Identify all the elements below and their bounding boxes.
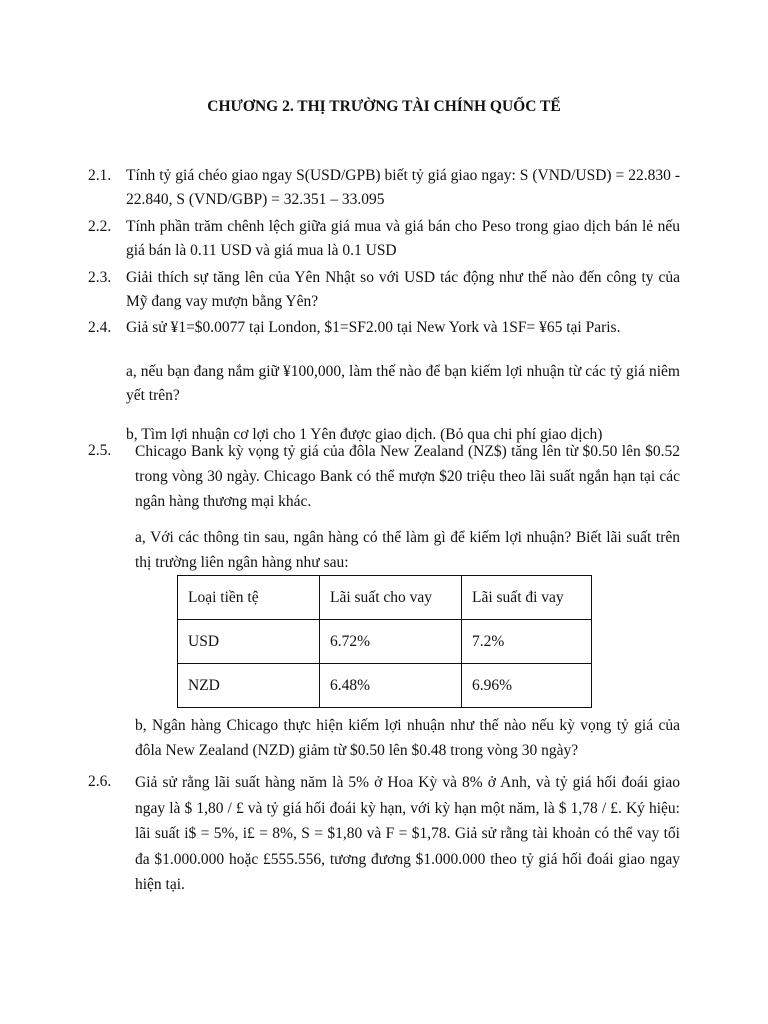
- question-2-5-sub-b: [135, 713, 680, 763]
- question-2-6: [88, 770, 680, 898]
- table-cell: NZD: [178, 664, 320, 708]
- table-header-cell: Lãi suất cho vay: [320, 576, 462, 620]
- table-cell: 6.48%: [320, 664, 462, 708]
- question-sub-a: a, nếu bạn đang nắm giữ ¥100,000, làm thế nào để bạn kiếm lợi nhuận từ các tỷ giá niêm yết trên?: [126, 363, 680, 404]
- table-cell: 6.96%: [462, 664, 592, 708]
- question-2-4: [88, 316, 680, 447]
- question-number: 2.3.: [88, 269, 112, 286]
- table-cell: 6.72%: [320, 620, 462, 664]
- table-header-cell: Loại tiền tệ: [178, 576, 320, 620]
- question-number: 2.4.: [88, 319, 112, 336]
- question-text: Tính phần trăm chênh lệch giữa giá mua và giá bán cho Peso trong giao dịch bán lẻ nếu giá bán là 0.11 USD và giá mua là 0.1 USD: [126, 218, 680, 259]
- question-text: Giải thích sự tăng lên của Yên Nhật so với USD tác động như thế nào đến công ty của Mỹ đang vay mượn bằng Yên?: [126, 269, 680, 310]
- chapter-title: CHƯƠNG 2. THỊ TRƯỜNG TÀI CHÍNH QUỐC TẾ: [207, 98, 561, 115]
- question-text: Giả sử ¥1=$0.0077 tại London, $1=SF2.00 tại New York và 1SF= ¥65 tại Paris.: [126, 319, 621, 336]
- question-number: 2.2.: [88, 218, 112, 235]
- question-sub-b: b, Ngân hàng Chicago thực hiện kiếm lợi nhuận như thế nào nếu kỳ vọng tỷ giá của đôla New Zealand (NZD) giảm từ $0.50 lên $0.48 trong vòng 30 ngày?: [135, 717, 680, 759]
- table-cell: USD: [178, 620, 320, 664]
- question-2-2: [88, 215, 680, 263]
- question-text: Giả sử rằng lãi suất hàng năm là 5% ở Hoa Kỳ và 8% ở Anh, và tỷ giá hối đoái giao ngay là $ 1,80 / £ và tỷ giá hối đoái kỳ hạn, với kỳ hạn một năm, là $ 1,78 / £. Ký hiệu: lãi suất i$ = 5%, i£ = 8%, S = $1,80 và F = $1,78. Giả sử rằng tài khoản có thể vay tối đa $1.000.000 hoặc £555.556, tương đương $1.000.000 theo tỷ giá hối đoái giao ngay hiện tại.: [135, 774, 680, 893]
- question-sub-a: a, Với các thông tin sau, ngân hàng có thể làm gì để kiếm lợi nhuận? Biết lãi suất trên thị trường liên ngân hàng như sau:: [135, 529, 680, 571]
- table-row: [178, 620, 592, 664]
- question-2-3: [88, 266, 680, 314]
- question-number: 2.6.: [88, 773, 112, 790]
- interest-rate-table: [177, 575, 592, 708]
- question-number: 2.5.: [88, 442, 112, 459]
- table-cell: 7.2%: [462, 620, 592, 664]
- table-header-cell: Lãi suất đi vay: [462, 576, 592, 620]
- question-text: Tính tỷ giá chéo giao ngay S(USD/GPB) biết tỷ giá giao ngay: S (VND/USD) = 22.830 - 22.840, S (VND/GBP) = 32.351 – 33.095: [126, 167, 680, 208]
- question-number: 2.1.: [88, 167, 112, 184]
- question-sub-b: b, Tìm lợi nhuận cơ lợi cho 1 Yên được giao dịch. (Bỏ qua chi phí giao dịch): [126, 426, 603, 443]
- question-2-1: [88, 164, 680, 212]
- table-row: [178, 664, 592, 708]
- table-header-row: [178, 576, 592, 620]
- question-2-5: [88, 439, 680, 575]
- question-text: Chicago Bank kỳ vọng tỷ giá của đôla New Zealand (NZ$) tăng lên từ $0.50 lên $0.52 trong vòng 30 ngày. Chicago Bank có thể mượn $20 triệu theo lãi suất ngắn hạn tại các ngân hàng thương mại khác.: [135, 443, 680, 510]
